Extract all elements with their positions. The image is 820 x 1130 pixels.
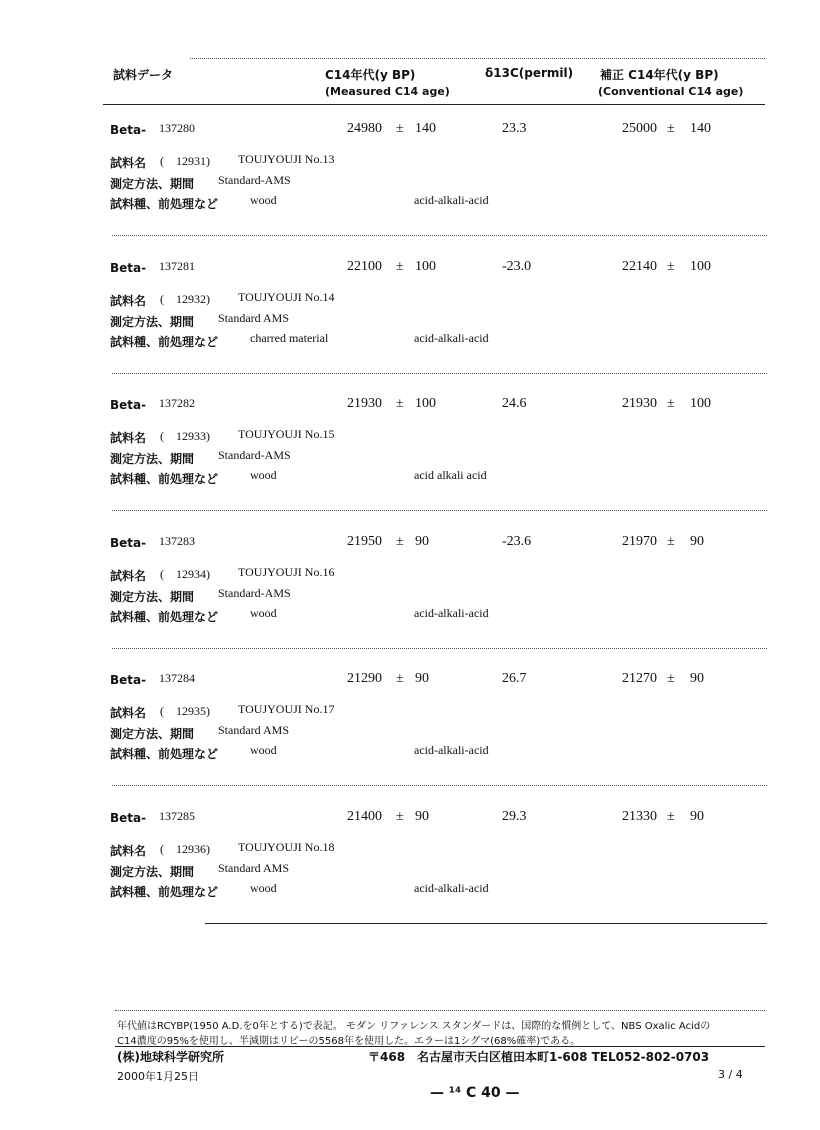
- measured-age: 21930: [347, 396, 382, 411]
- type-label: 試料種、前処理など: [110, 472, 219, 486]
- footer-divider: [115, 1046, 765, 1047]
- conventional-age: 22140: [622, 258, 657, 274]
- method-label: 測定方法、期間: [110, 177, 195, 191]
- beta-id: 137282: [159, 396, 195, 410]
- entry-separator: [112, 235, 767, 236]
- footer-note-2: C14濃度の95%を使用し、半減期はリビーの5568年を使用した。エラーは1シグマ(68%確率)である。: [117, 1036, 581, 1047]
- entry-separator: [112, 373, 767, 374]
- sample-name: TOUJYOUJI No.14: [238, 289, 335, 304]
- measured-error: 100: [415, 258, 436, 274]
- conventional-plusminus: ±: [667, 258, 675, 274]
- beta-prefix: Beta-: [110, 260, 147, 275]
- method-value: Standard AMS: [218, 723, 290, 737]
- beta-id: 137280: [159, 121, 195, 135]
- measured-plusminus: ±: [396, 121, 404, 136]
- name-label: 試料名: [110, 568, 147, 583]
- conventional-error: 140: [690, 121, 711, 136]
- measured-age: 24980: [347, 121, 382, 136]
- conventional-age: 21970: [622, 533, 657, 549]
- pretreatment-value: acid-alkali-acid: [414, 880, 489, 895]
- conventional-age: 21270: [622, 671, 657, 686]
- d13c-value: 23.3: [502, 121, 527, 136]
- sample-number: ( 12936): [160, 841, 210, 856]
- name-label: 試料名: [110, 156, 147, 170]
- measured-plusminus: ±: [396, 533, 404, 549]
- sample-name: TOUJYOUJI No.15: [238, 427, 335, 441]
- measured-error: 140: [415, 121, 436, 136]
- pretreatment-value: acid-alkali-acid: [414, 330, 489, 345]
- sample-number: ( 12934): [160, 566, 210, 581]
- conventional-error: 90: [690, 671, 704, 686]
- pretreatment-value: acid alkali acid: [414, 468, 487, 482]
- material-value: wood: [250, 468, 277, 482]
- method-label: 測定方法、期間: [110, 727, 195, 741]
- sample-name: TOUJYOUJI No.16: [238, 564, 335, 579]
- conventional-error: 100: [690, 396, 711, 411]
- conventional-error: 90: [690, 533, 704, 549]
- measured-age: 22100: [347, 258, 382, 274]
- method-value: Standard-AMS: [218, 448, 291, 462]
- conventional-plusminus: ±: [667, 121, 675, 136]
- beta-prefix: Beta-: [110, 673, 147, 687]
- entry-separator: [112, 648, 767, 649]
- d13c-value: -23.6: [502, 533, 532, 549]
- page-number: — ¹⁴ C 40 —: [430, 1085, 520, 1101]
- sample-name: TOUJYOUJI No.13: [238, 152, 335, 166]
- beta-prefix: Beta-: [110, 398, 147, 412]
- type-label: 試料種、前処理など: [110, 747, 219, 761]
- company-address: 〒468 名古屋市天白区植田本町1-608 TEL052-802-0703: [368, 1050, 710, 1064]
- sample-number: ( 12931): [160, 154, 210, 168]
- method-label: 測定方法、期間: [110, 864, 195, 879]
- header-c14-age: C14年代(y BP): [325, 68, 416, 82]
- method-value: Standard-AMS: [218, 173, 291, 187]
- header-corrected: 補正 C14年代(y BP): [600, 68, 719, 82]
- measured-age: 21290: [347, 671, 382, 686]
- method-label: 測定方法、期間: [110, 452, 195, 466]
- header-d13c: δ13C(permil): [485, 66, 574, 80]
- measured-plusminus: ±: [396, 258, 404, 274]
- measured-error: 90: [415, 671, 429, 686]
- conventional-plusminus: ±: [667, 396, 675, 411]
- header-top-line: [190, 58, 765, 59]
- d13c-value: 24.6: [502, 396, 527, 411]
- d13c-value: 29.3: [502, 808, 527, 824]
- header-sample-data: 試料データ: [113, 68, 174, 82]
- beta-id: 137284: [159, 671, 195, 685]
- footer-top-line: [115, 1010, 765, 1011]
- material-value: wood: [250, 743, 277, 757]
- conventional-age: 21330: [622, 808, 657, 824]
- company-name: (株)地球科学研究所: [117, 1050, 224, 1064]
- sample-name: TOUJYOUJI No.18: [238, 839, 335, 854]
- sample-name: TOUJYOUJI No.17: [238, 702, 335, 716]
- beta-prefix: Beta-: [110, 810, 147, 825]
- pretreatment-value: acid-alkali-acid: [414, 605, 489, 620]
- beta-prefix: Beta-: [110, 535, 147, 550]
- measured-error: 100: [415, 396, 436, 411]
- conventional-age: 21930: [622, 396, 657, 411]
- pretreatment-value: acid-alkali-acid: [414, 743, 489, 757]
- conventional-error: 90: [690, 808, 704, 824]
- beta-id: 137283: [159, 533, 195, 548]
- conventional-plusminus: ±: [667, 671, 675, 686]
- type-label: 試料種、前処理など: [110, 197, 219, 211]
- material-value: charred material: [250, 330, 329, 345]
- name-label: 試料名: [110, 843, 147, 858]
- entry-separator: [112, 510, 767, 511]
- header-bottom-line: [103, 104, 765, 105]
- method-value: Standard AMS: [218, 860, 290, 875]
- type-label: 試料種、前処理など: [110, 609, 219, 624]
- pretreatment-value: acid-alkali-acid: [414, 193, 489, 207]
- measured-plusminus: ±: [396, 671, 404, 686]
- d13c-value: 26.7: [502, 671, 527, 686]
- material-value: wood: [250, 880, 277, 895]
- method-value: Standard AMS: [218, 310, 290, 325]
- name-label: 試料名: [110, 431, 147, 445]
- sample-number: ( 12932): [160, 291, 210, 306]
- conventional-plusminus: ±: [667, 533, 675, 549]
- type-label: 試料種、前処理など: [110, 884, 219, 899]
- name-label: 試料名: [110, 293, 147, 308]
- sample-number: ( 12933): [160, 429, 210, 443]
- type-label: 試料種、前処理など: [110, 334, 219, 349]
- material-value: wood: [250, 605, 277, 620]
- conventional-age: 25000: [622, 121, 657, 136]
- method-value: Standard-AMS: [218, 585, 291, 600]
- conventional-error: 100: [690, 258, 711, 274]
- d13c-value: -23.0: [502, 258, 532, 274]
- entry-separator: [112, 785, 767, 786]
- beta-id: 137281: [159, 258, 195, 273]
- sample-number: ( 12935): [160, 704, 210, 718]
- measured-age: 21950: [347, 533, 382, 549]
- measured-plusminus: ±: [396, 808, 404, 824]
- header-measured: (Measured C14 age): [325, 85, 450, 98]
- method-label: 測定方法、期間: [110, 589, 195, 604]
- conventional-plusminus: ±: [667, 808, 675, 824]
- material-value: wood: [250, 193, 277, 207]
- header-conventional: (Conventional C14 age): [598, 85, 744, 98]
- measured-error: 90: [415, 533, 429, 549]
- method-label: 測定方法、期間: [110, 314, 195, 329]
- entry-separator: [205, 923, 767, 924]
- beta-id: 137285: [159, 808, 195, 823]
- beta-prefix: Beta-: [110, 123, 147, 137]
- report-date: 2000年1月25日: [117, 1070, 199, 1083]
- measured-error: 90: [415, 808, 429, 824]
- page-indicator: 3 / 4: [718, 1068, 743, 1081]
- measured-age: 21400: [347, 808, 382, 824]
- measured-plusminus: ±: [396, 396, 404, 411]
- name-label: 試料名: [110, 706, 147, 720]
- footer-note-1: 年代値はRCYBP(1950 A.D.を0年とする)で表記。 モダン リファレンス スタンダードは、国際的な慣例として、NBS Oxalic Acidの: [117, 1021, 711, 1032]
